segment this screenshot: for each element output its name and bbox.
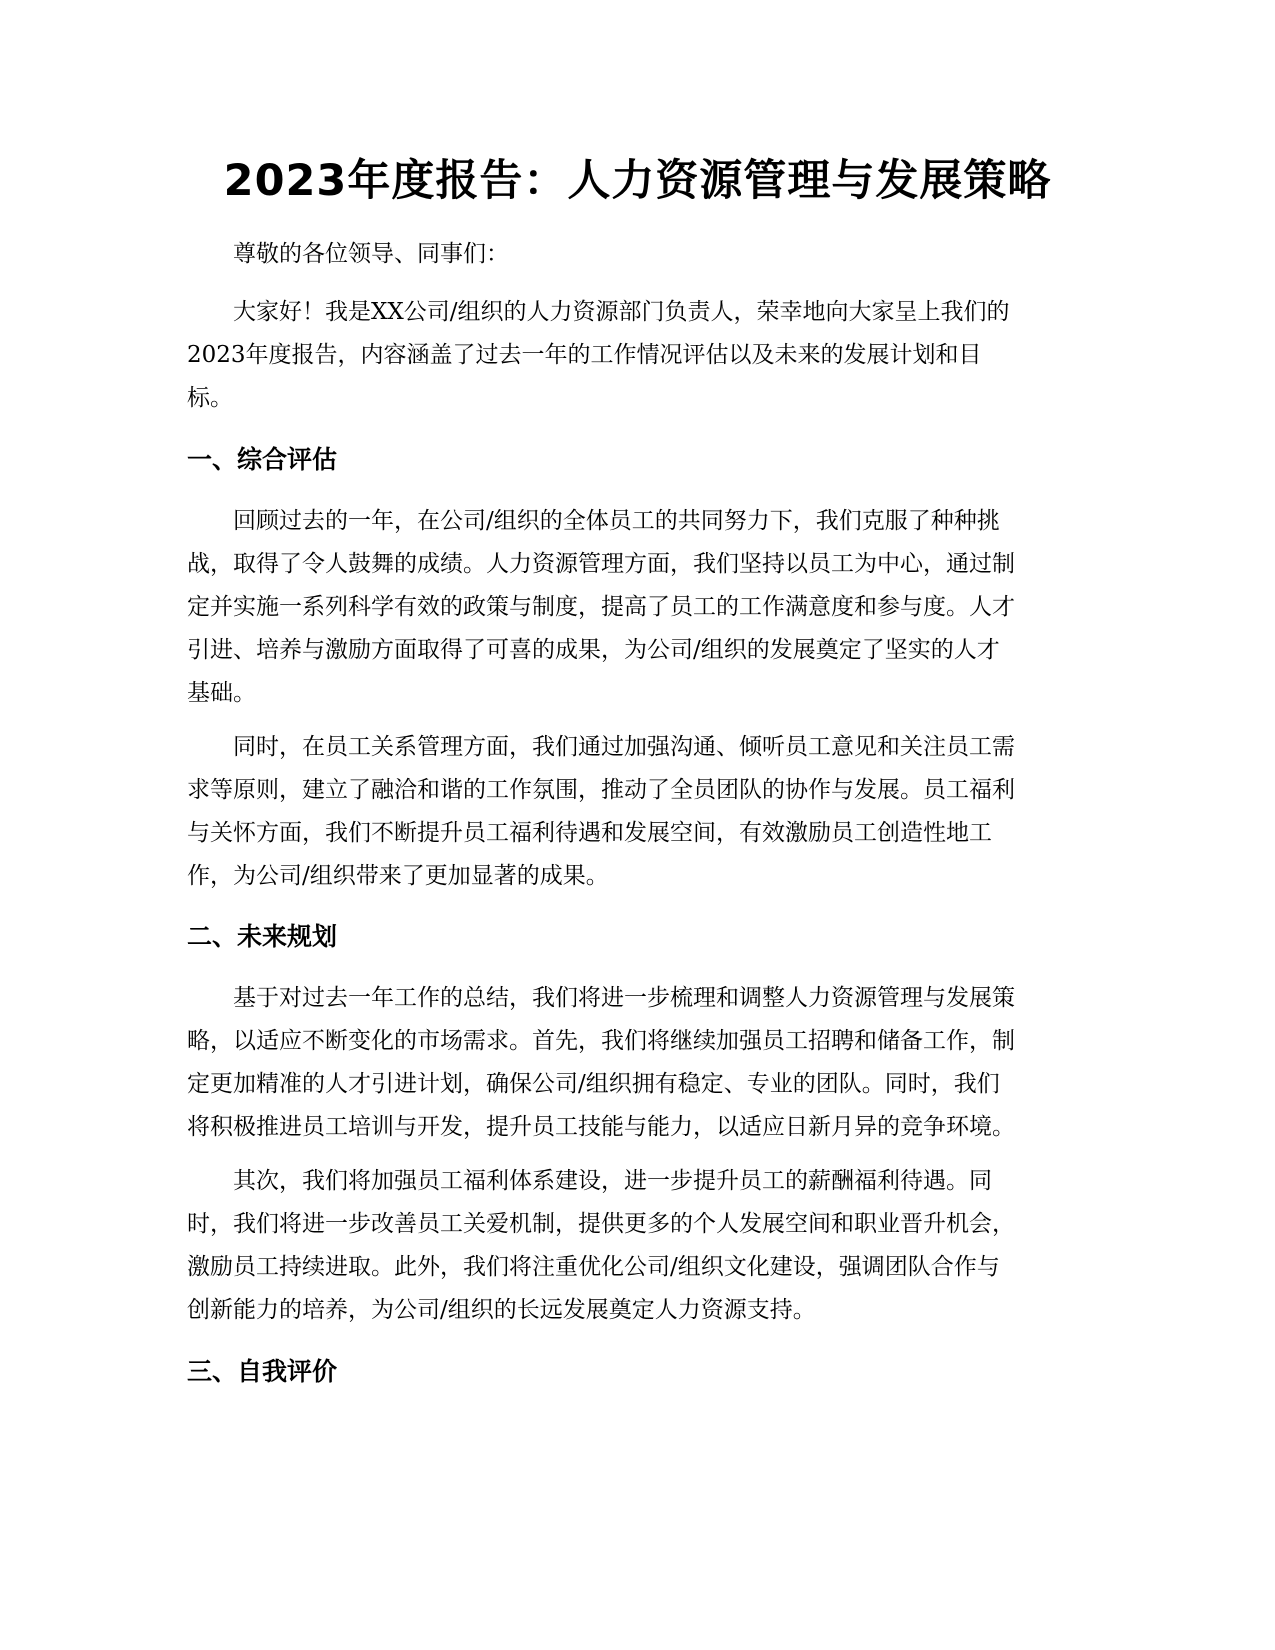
- paragraph-line: 回顾过去的一年，在公司/组织的全体员工的共同努力下，我们克服了种种挑: [233, 508, 1000, 534]
- section-heading-planning: 二、未来规划: [187, 922, 338, 951]
- paragraph-line: 创新能力的培养，为公司/组织的长远发展奠定人力资源支持。: [187, 1297, 816, 1323]
- section-paragraph: [187, 1160, 1087, 1332]
- paragraph-line: 基于对过去一年工作的总结，我们将进一步梳理和调整人力资源管理与发展策: [233, 985, 1015, 1011]
- paragraph-line: 战，取得了令人鼓舞的成绩。人力资源管理方面，我们坚持以员工为中心，通过制: [187, 551, 1015, 577]
- paragraph-line: 将积极推进员工培训与开发，提升员工技能与能力，以适应日新月异的竞争环境。: [187, 1114, 1015, 1140]
- intro-paragraph: [187, 291, 1087, 420]
- paragraph-line: 与关怀方面，我们不断提升员工福利待遇和发展空间，有效激励员工创造性地工: [187, 820, 992, 846]
- paragraph-line: 求等原则，建立了融洽和谐的工作氛围，推动了全员团队的协作与发展。员工福利: [187, 777, 1015, 803]
- paragraph-line: 定更加精准的人才引进计划，确保公司/组织拥有稳定、专业的团队。同时，我们: [187, 1071, 1000, 1097]
- section-heading-self-evaluation: 三、自我评价: [187, 1357, 338, 1386]
- intro-line: 2023年度报告，内容涵盖了过去一年的工作情况评估以及未来的发展计划和目: [187, 342, 982, 368]
- salutation: 尊敬的各位领导、同事们：: [233, 241, 509, 267]
- paragraph-line: 引进、培养与激励方面取得了可喜的成果，为公司/组织的发展奠定了坚实的人才: [187, 637, 1000, 663]
- paragraph-line: 定并实施一系列科学有效的政策与制度，提高了员工的工作满意度和参与度。人才: [187, 594, 1015, 620]
- section-paragraph: [187, 977, 1087, 1149]
- paragraph-line: 同时，在员工关系管理方面，我们通过加强沟通、倾听员工意见和关注员工需: [233, 734, 1015, 760]
- intro-line: 大家好！我是XX公司/组织的人力资源部门负责人，荣幸地向大家呈上我们的: [233, 299, 1010, 325]
- paragraph-line: 略，以适应不断变化的市场需求。首先，我们将继续加强员工招聘和储备工作，制: [187, 1028, 1015, 1054]
- section-paragraph: [187, 726, 1087, 898]
- paragraph-line: 作，为公司/组织带来了更加显著的成果。: [187, 863, 609, 889]
- section-heading-assessment: 一、综合评估: [187, 445, 338, 474]
- paragraph-line: 基础。: [187, 680, 256, 706]
- paragraph-line: 激励员工持续进取。此外，我们将注重优化公司/组织文化建设，强调团队合作与: [187, 1254, 1000, 1280]
- paragraph-line: 时，我们将进一步改善员工关爱机制，提供更多的个人发展空间和职业晋升机会，: [187, 1211, 1015, 1237]
- paragraph-line: 其次，我们将加强员工福利体系建设，进一步提升员工的薪酬福利待遇。同: [233, 1168, 992, 1194]
- intro-line: 标。: [187, 385, 233, 411]
- section-paragraph: [187, 500, 1087, 715]
- page-title: 2023年度报告：人力资源管理与发展策略: [223, 156, 1052, 206]
